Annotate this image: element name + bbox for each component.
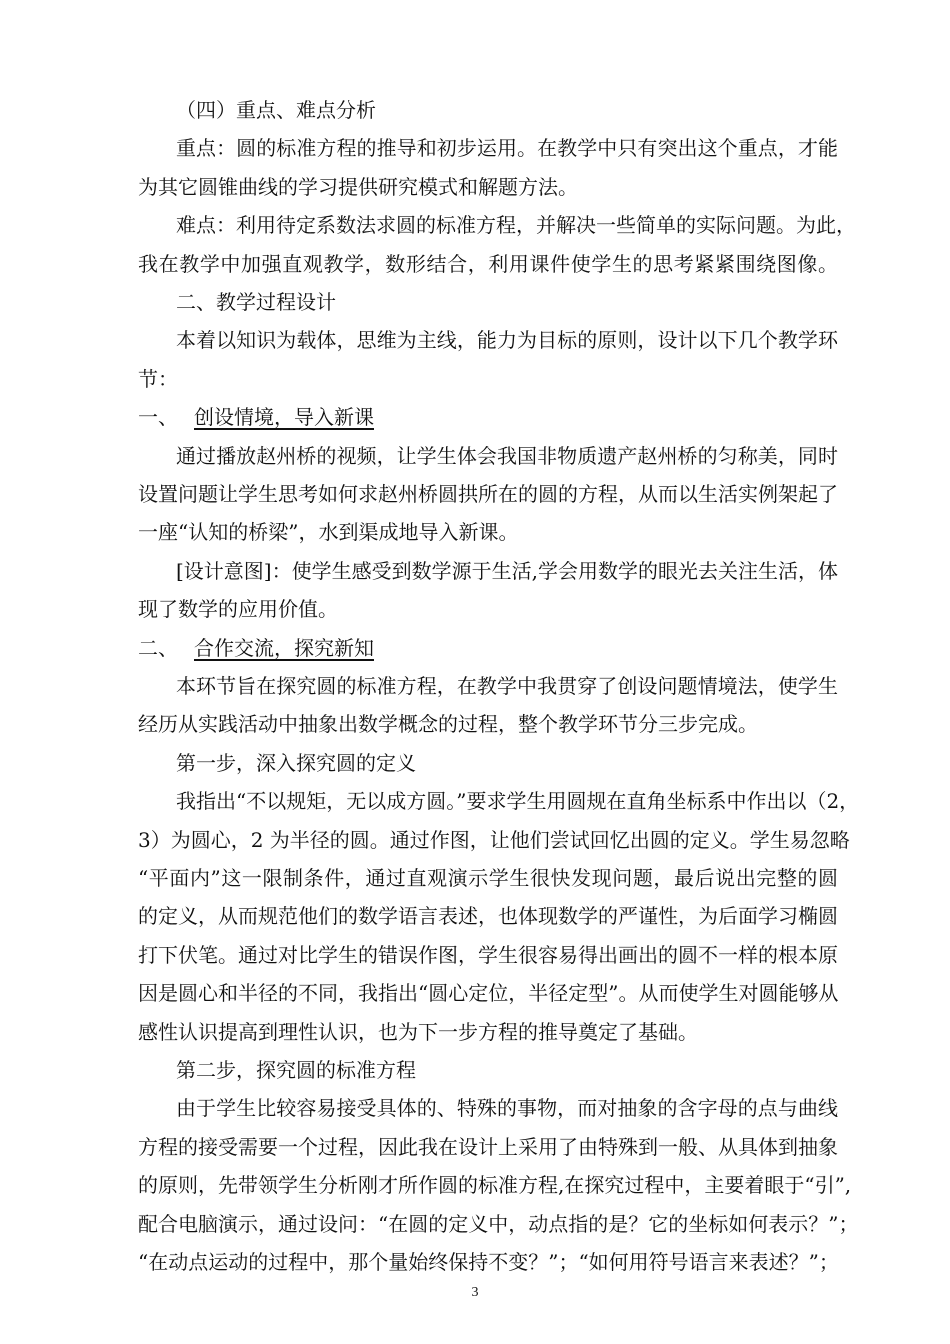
heading-title: 创设情境，导入新课 bbox=[194, 405, 374, 429]
paragraph-line: 因是圆心和半径的不同，我指出“圆心定位，半径定型”。从而使学生对圆能够从 bbox=[138, 981, 839, 1005]
paragraph-line: 方程的接受需要一个过程，因此我在设计上采用了由特殊到一般、从具体到抽象 bbox=[138, 1135, 838, 1159]
paragraph-line: 一座“认知的桥梁”，水到渠成地导入新课。 bbox=[138, 520, 519, 544]
paragraph-line: 打下伏笔。通过对比学生的错误作图，学生很容易得出画出的圆不一样的根本原 bbox=[138, 943, 838, 967]
paragraph-line: 由于学生比较容易接受具体的、特殊的事物，而对抽象的含字母的点与曲线 bbox=[176, 1096, 838, 1120]
step-heading: 第一步，深入探究圆的定义 bbox=[176, 751, 416, 775]
paragraph-line: 为其它圆锥曲线的学习提供研究模式和解题方法。 bbox=[138, 175, 578, 199]
paragraph-line: 通过播放赵州桥的视频，让学生体会我国非物质遗产赵州桥的匀称美，同时 bbox=[176, 444, 838, 468]
paragraph-line: “平面内”这一限制条件，通过直观演示学生很快发现问题，最后说出完整的圆 bbox=[138, 866, 838, 890]
paragraph-line: 配合电脑演示，通过设问：“在圆的定义中，动点指的是？它的坐标如何表示？”； bbox=[138, 1212, 859, 1236]
paragraph-line: 经历从实践活动中抽象出数学概念的过程，整个教学环节分三步完成。 bbox=[138, 712, 758, 736]
paragraph-line: 本着以知识为载体，思维为主线，能力为目标的原则，设计以下几个教学环 bbox=[176, 328, 838, 352]
paragraph-line: “在动点运动的过程中，那个量始终保持不变？”；“如何用符号语言来表述？”； bbox=[138, 1250, 839, 1274]
paragraph-line: 难点：利用待定系数法求圆的标准方程，并解决一些简单的实际问题。为此， bbox=[176, 213, 856, 237]
paragraph-line: 我指出“不以规矩，无以成方圆。”要求学生用圆规在直角坐标系中作出以（2， bbox=[176, 789, 860, 813]
paragraph-line: 重点：圆的标准方程的推导和初步运用。在教学中只有突出这个重点，才能 bbox=[176, 136, 838, 160]
paragraph-line: 的原则，先带领学生分析刚才所作圆的标准方程,在探究过程中，主要着眼于“引”, bbox=[138, 1173, 852, 1197]
page-number: 3 bbox=[471, 1285, 479, 1300]
paragraph-line: 节： bbox=[138, 367, 178, 391]
paragraph-line: 本环节旨在探究圆的标准方程，在教学中我贯穿了创设问题情境法，使学生 bbox=[176, 674, 838, 698]
paragraph-line: 我在教学中加强直观教学，数形结合，利用课件使学生的思考紧紧围绕图像。 bbox=[138, 252, 838, 276]
paragraph-line: 现了数学的应用价值。 bbox=[138, 597, 338, 621]
paragraph-line: 感性认识提高到理性认识，也为下一步方程的推导奠定了基础。 bbox=[138, 1020, 698, 1044]
paragraph-line: 3）为圆心，2 为半径的圆。通过作图，让他们尝试回忆出圆的定义。学生易忽略 bbox=[138, 828, 850, 852]
paragraph-line: 设置问题让学生思考如何求赵州桥圆拱所在的圆的方程，从而以生活实例架起了 bbox=[138, 482, 838, 506]
section-heading: 二、教学过程设计 bbox=[176, 290, 336, 314]
paragraph-line: [设计意图]：使学生感受到数学源于生活,学会用数学的眼光去关注生活，体 bbox=[176, 559, 838, 583]
paragraph-line: 的定义，从而规范他们的数学语言表述，也体现数学的严谨性，为后面学习椭圆 bbox=[138, 904, 838, 928]
step-heading: 第二步，探究圆的标准方程 bbox=[176, 1058, 416, 1082]
section-heading: （四）重点、难点分析 bbox=[176, 98, 376, 122]
heading-title: 合作交流，探究新知 bbox=[194, 636, 374, 660]
heading-number: 二、 bbox=[138, 636, 178, 660]
heading-number: 一、 bbox=[138, 405, 178, 429]
